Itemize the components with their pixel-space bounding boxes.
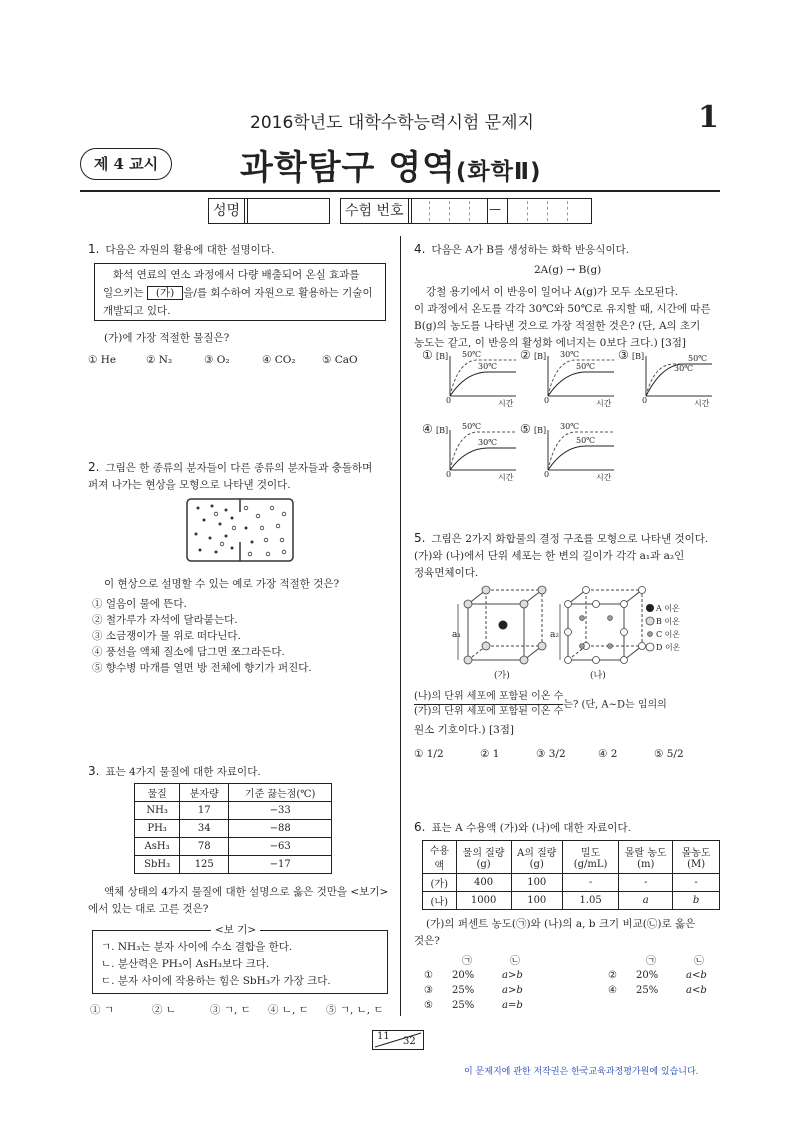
table-cell: - <box>562 874 618 892</box>
q6-th-2: A의 질량 (g) <box>511 841 562 874</box>
subject-title <box>240 140 542 189</box>
graph-origin: 0 <box>446 396 452 405</box>
question-3 <box>88 762 261 781</box>
question-6 <box>414 818 631 837</box>
q6-th-1: 물의 질량 (g) <box>456 841 511 874</box>
q1-question: (가)에 가장 적절한 물질은? <box>104 332 230 344</box>
table-row <box>423 874 720 892</box>
q4-body4: 농도는 같고, 이 반응의 활성화 에너지는 0보다 크다.) [3점] <box>414 337 687 349</box>
question-4 <box>414 240 629 259</box>
q5-question <box>414 690 724 737</box>
graph-origin: 0 <box>544 396 550 405</box>
q3-number: 3. <box>88 764 100 778</box>
q3-option-1[interactable]: ① ㄱ <box>90 1004 114 1016</box>
q6-number: 6. <box>414 820 426 834</box>
q4-graph-option-3[interactable] <box>618 350 714 409</box>
q5-caption-ga: (가) <box>494 671 510 681</box>
graph-y-label: [B] <box>632 352 645 361</box>
q5-tail: 는? (단, A~D는 임의의 <box>563 699 667 711</box>
q6-th-3: 밀도 (g/mL) <box>562 841 618 874</box>
q4-option-mark: ⑤ <box>520 422 531 436</box>
table-cell: NH₃ <box>135 802 180 820</box>
graph-curve-label-top: 50℃ <box>462 350 482 359</box>
q4-option-mark: ① <box>422 348 433 362</box>
q3-option-2[interactable]: ② ㄴ <box>152 1004 176 1016</box>
graph-curve-label-top: 30℃ <box>560 422 580 431</box>
q6-col-mark-1: ㉠ <box>462 956 472 967</box>
q6-option-1-a: 20% <box>452 970 475 981</box>
page-total: 32 <box>403 1036 416 1047</box>
q6-option-4-a: 25% <box>636 985 659 996</box>
q4-graph-option-5[interactable] <box>520 424 616 483</box>
graph-origin: 0 <box>642 396 648 405</box>
q5-caption-na: (나) <box>590 671 606 681</box>
graph-x-label: 시간 <box>596 473 612 482</box>
table-row <box>423 892 720 910</box>
q6-option-5-b: a=b <box>502 1000 523 1011</box>
q4-number: 4. <box>414 242 426 256</box>
table-cell: AsH₃ <box>135 838 180 856</box>
q5-tail2: 원소 기호이다.) [3점] <box>414 724 514 736</box>
q6-question2: 것은? <box>414 935 440 947</box>
q4-body2: 이 과정에서 온도를 각각 30℃와 50℃로 유지할 때, 시간에 따른 <box>414 303 711 315</box>
q3-stem: 표는 4가지 물질에 대한 자료이다. <box>105 766 261 778</box>
graph-x-label: 시간 <box>596 399 612 408</box>
q3-th-mw: 분자량 <box>180 784 229 802</box>
table-cell: a <box>619 892 673 910</box>
q2-option-5[interactable]: ⑤ 향수병 마개를 열면 방 전체에 향기가 퍼진다. <box>92 662 312 674</box>
diffusion-model-figure <box>186 498 294 562</box>
q2-option-4[interactable]: ④ 풍선을 액체 질소에 담그면 쪼그라든다. <box>92 646 285 658</box>
page-current: 11 <box>377 1031 390 1042</box>
copyright-notice: 이 문제지에 관한 저작권은 한국교육과정평가원에 있습니다. <box>464 1067 699 1077</box>
question-5 <box>414 530 724 582</box>
exam-number-label: 수험 번호 <box>340 198 412 224</box>
table-cell: 1000 <box>456 892 511 910</box>
page-number-large: 1 <box>698 100 719 135</box>
q6-option-1[interactable]: ① <box>424 970 433 981</box>
q4-body1: 강철 용기에서 이 반응이 일어나 A(g)가 모두 소모된다. <box>426 286 679 298</box>
subject-sub: (화학Ⅱ) <box>455 159 542 185</box>
q1-option-1[interactable]: ① He <box>88 354 117 366</box>
graph-curve-label-top: 30℃ <box>560 350 580 359</box>
q6-option-2-b: a<b <box>686 970 707 981</box>
q1-option-3[interactable]: ③ O₂ <box>204 354 230 366</box>
q1-box-line2b: 을/를 회수하여 자원으로 활용하는 기술이 <box>183 287 373 299</box>
q4-graph-option-2[interactable] <box>520 350 616 409</box>
table-cell: 1.05 <box>562 892 618 910</box>
table-cell: 78 <box>180 838 229 856</box>
q5-number: 5. <box>414 531 426 545</box>
graph-curve-label-bottom: 50℃ <box>576 436 596 445</box>
q5-stem1: 그림은 2가지 화합물의 결정 구조를 모형으로 나타낸 것이다. <box>431 533 709 545</box>
q2-stem1: 그림은 한 종류의 분자들이 다른 종류의 분자들과 충돌하며 <box>105 462 373 474</box>
table-cell: 125 <box>180 856 229 874</box>
table-cell: 34 <box>180 820 229 838</box>
q6-option-3-b: a>b <box>502 985 523 996</box>
table-cell: −63 <box>229 838 332 856</box>
name-label: 성명 <box>208 198 248 224</box>
table-row <box>135 856 332 874</box>
period-badge: 제 4 교시 <box>80 148 172 180</box>
q4-body3: B(g)의 농도를 나타낸 것으로 가장 적절한 것은? (단, A의 초기 <box>414 320 701 332</box>
q4-graph-option-1[interactable] <box>422 350 518 409</box>
graph-y-label: [B] <box>436 426 449 435</box>
question-2 <box>88 458 388 494</box>
q3-options <box>90 1002 400 1019</box>
graph-curve-label-bottom: 30℃ <box>478 438 498 447</box>
q6-options <box>424 954 724 1013</box>
q4-equation: 2A(g) → B(g) <box>534 264 602 276</box>
graph-origin: 0 <box>544 470 550 479</box>
q6-option-2-a: 20% <box>636 970 659 981</box>
q1-stem: 다음은 자원의 활용에 대한 설명이다. <box>105 244 275 256</box>
q6-col-mark-2: ㉡ <box>510 956 520 967</box>
table-row <box>135 802 332 820</box>
q6-th-4: 몰랄 농도 (m) <box>619 841 673 874</box>
q3-bogi-1: ㄱ. NH₃는 분자 사이에 수소 결합을 한다. <box>101 941 293 953</box>
q2-number: 2. <box>88 460 100 474</box>
legend-b: B 이온 <box>656 617 680 626</box>
graph-curve-label-bottom: 50℃ <box>576 362 596 371</box>
q6-option-3[interactable]: ③ <box>424 985 433 996</box>
q1-option-4[interactable]: ④ CO₂ <box>262 354 296 366</box>
legend-a: A 이온 <box>656 604 680 613</box>
table-cell: 100 <box>511 892 562 910</box>
table-cell: −88 <box>229 820 332 838</box>
q3-th-bp: 기준 끓는점(℃) <box>229 784 332 802</box>
question-1 <box>88 240 274 259</box>
q3-bogi-2: ㄴ. 분산력은 PH₃이 AsH₃보다 크다. <box>101 958 270 970</box>
table-cell: −33 <box>229 802 332 820</box>
q1-blank: (가) <box>147 286 183 300</box>
graph-origin: 0 <box>446 470 452 479</box>
table-cell: - <box>619 874 673 892</box>
exam-dash: — <box>489 202 501 216</box>
q6-option-3-a: 25% <box>452 985 475 996</box>
graph-curve-label-bottom: 30℃ <box>478 362 498 371</box>
q5-frac-num: (나)의 단위 세포에 포함된 이온 수 <box>414 690 563 705</box>
graph-curve-label-top: 50℃ <box>688 354 708 363</box>
q6-col-mark-2b: ㉡ <box>694 956 704 967</box>
table-cell: (나) <box>423 892 457 910</box>
q5-label-a1: a₁ <box>452 630 461 640</box>
q2-options <box>92 596 312 676</box>
q5-legend <box>656 602 680 654</box>
q6-option-5-a: 25% <box>452 1000 475 1011</box>
page-counter <box>372 1030 424 1050</box>
table-cell: - <box>673 874 720 892</box>
graph-y-label: [B] <box>534 426 547 435</box>
q5-option-3[interactable]: ③ 3/2 <box>536 748 566 760</box>
q2-option-1[interactable]: ① 얼음이 물에 뜬다. <box>92 598 187 610</box>
q6-table <box>422 840 720 910</box>
graph-y-label: [B] <box>436 352 449 361</box>
table-cell: −17 <box>229 856 332 874</box>
q2-stem2: 퍼져 나가는 현상을 모형으로 나타낸 것이다. <box>88 479 291 492</box>
q6-th-5: 몰농도 (M) <box>673 841 720 874</box>
q2-question: 이 현상으로 설명할 수 있는 예로 가장 적절한 것은? <box>104 578 340 590</box>
q1-options <box>88 352 388 369</box>
q6-option-5[interactable]: ⑤ <box>424 1000 433 1011</box>
q1-number: 1. <box>88 242 100 256</box>
q5-frac-den: (가)의 단위 세포에 포함된 이온 수 <box>414 706 564 717</box>
q5-stem2: (가)와 (나)에서 단위 세포는 한 변의 길이가 각각 a₁과 a₂인 <box>414 550 685 562</box>
q5-option-1[interactable]: ① 1/2 <box>414 748 444 760</box>
table-cell: 100 <box>511 874 562 892</box>
q1-box <box>94 263 386 321</box>
q3-bogi-3: ㄷ. 분자 사이에 작용하는 힘은 SbH₃가 가장 크다. <box>101 975 331 987</box>
q3-table <box>134 783 332 874</box>
graph-x-label: 시간 <box>498 473 514 482</box>
q3-th-substance: 물질 <box>135 784 180 802</box>
table-cell: 17 <box>180 802 229 820</box>
q1-box-line1: 화석 연료의 연소 과정에서 다량 배출되어 온실 효과를 <box>113 269 360 281</box>
q5-label-a2: a₂ <box>550 630 559 640</box>
table-row <box>135 838 332 856</box>
q6-th-0: 수용액 <box>423 841 457 874</box>
q2-option-3[interactable]: ③ 소금쟁이가 물 위로 떠다닌다. <box>92 630 241 642</box>
legend-c: C 이온 <box>656 630 681 639</box>
graph-x-label: 시간 <box>694 399 710 408</box>
graph-x-label: 시간 <box>498 399 514 408</box>
q6-option-1-b: a>b <box>502 970 523 981</box>
q4-option-mark: ③ <box>618 348 629 362</box>
q2-option-2[interactable]: ② 철가루가 자석에 달라붙는다. <box>92 614 238 626</box>
q1-box-line2a: 일으키는 <box>103 287 144 299</box>
name-field[interactable] <box>244 198 330 224</box>
table-cell: (가) <box>423 874 457 892</box>
table-cell: b <box>673 892 720 910</box>
q3-bogi-title: <보 기> <box>211 922 260 937</box>
column-divider <box>400 236 401 1016</box>
q4-option-mark: ④ <box>422 422 433 436</box>
q5-option-2[interactable]: ② 1 <box>480 748 500 760</box>
graph-curve-label-top: 50℃ <box>462 422 482 431</box>
q6-stem: 표는 A 수용액 (가)와 (나)에 대한 자료이다. <box>431 822 631 834</box>
header-divider <box>80 190 720 192</box>
q6-option-4[interactable]: ④ <box>608 985 617 996</box>
subject-main: 과학탐구 영역 <box>240 148 456 188</box>
q6-col-mark-1b: ㉠ <box>646 956 656 967</box>
graph-curve-label-bottom: 30℃ <box>674 364 694 373</box>
legend-d: D 이온 <box>656 643 681 652</box>
q3-option-3[interactable]: ③ ㄱ, ㄷ <box>210 1004 251 1016</box>
q3-question2: 에서 있는 대로 고른 것은? <box>88 903 209 915</box>
table-cell: 400 <box>456 874 511 892</box>
exam-title: 2016학년도 대학수학능력시험 문제지 <box>250 113 534 133</box>
q5-option-5[interactable]: ⑤ 5/2 <box>654 748 684 760</box>
q6-option-2[interactable]: ② <box>608 970 617 981</box>
q6-option-4-b: a<b <box>686 985 707 996</box>
q1-option-2[interactable]: ② N₂ <box>146 354 173 366</box>
q3-option-5[interactable]: ⑤ ㄱ, ㄴ, ㄷ <box>326 1004 384 1016</box>
q5-options <box>414 746 724 763</box>
q5-stem3: 정육면체이다. <box>414 567 479 579</box>
q5-option-4[interactable]: ④ 2 <box>598 748 618 760</box>
exam-number-field[interactable] <box>408 198 592 224</box>
q6-question1: (가)의 퍼센트 농도(㉠)와 (나)의 a, b 크기 비교(㉡)로 옳은 <box>426 918 696 930</box>
q3-bogi-box <box>92 924 388 994</box>
q1-box-line3: 개발되고 있다. <box>103 305 171 317</box>
table-row <box>135 820 332 838</box>
table-cell: PH₃ <box>135 820 180 838</box>
q4-stem: 다음은 A가 B를 생성하는 화학 반응식이다. <box>431 244 630 256</box>
q4-option-mark: ② <box>520 348 531 362</box>
q4-graph-option-4[interactable] <box>422 424 518 483</box>
table-cell: SbH₃ <box>135 856 180 874</box>
graph-y-label: [B] <box>534 352 547 361</box>
q3-question1: 액체 상태의 4가지 물질에 대한 설명으로 옳은 것만을 <보기> <box>104 886 389 898</box>
q1-option-5[interactable]: ⑤ CaO <box>322 354 358 366</box>
q4-body <box>414 284 724 352</box>
q3-option-4[interactable]: ④ ㄴ, ㄷ <box>268 1004 309 1016</box>
